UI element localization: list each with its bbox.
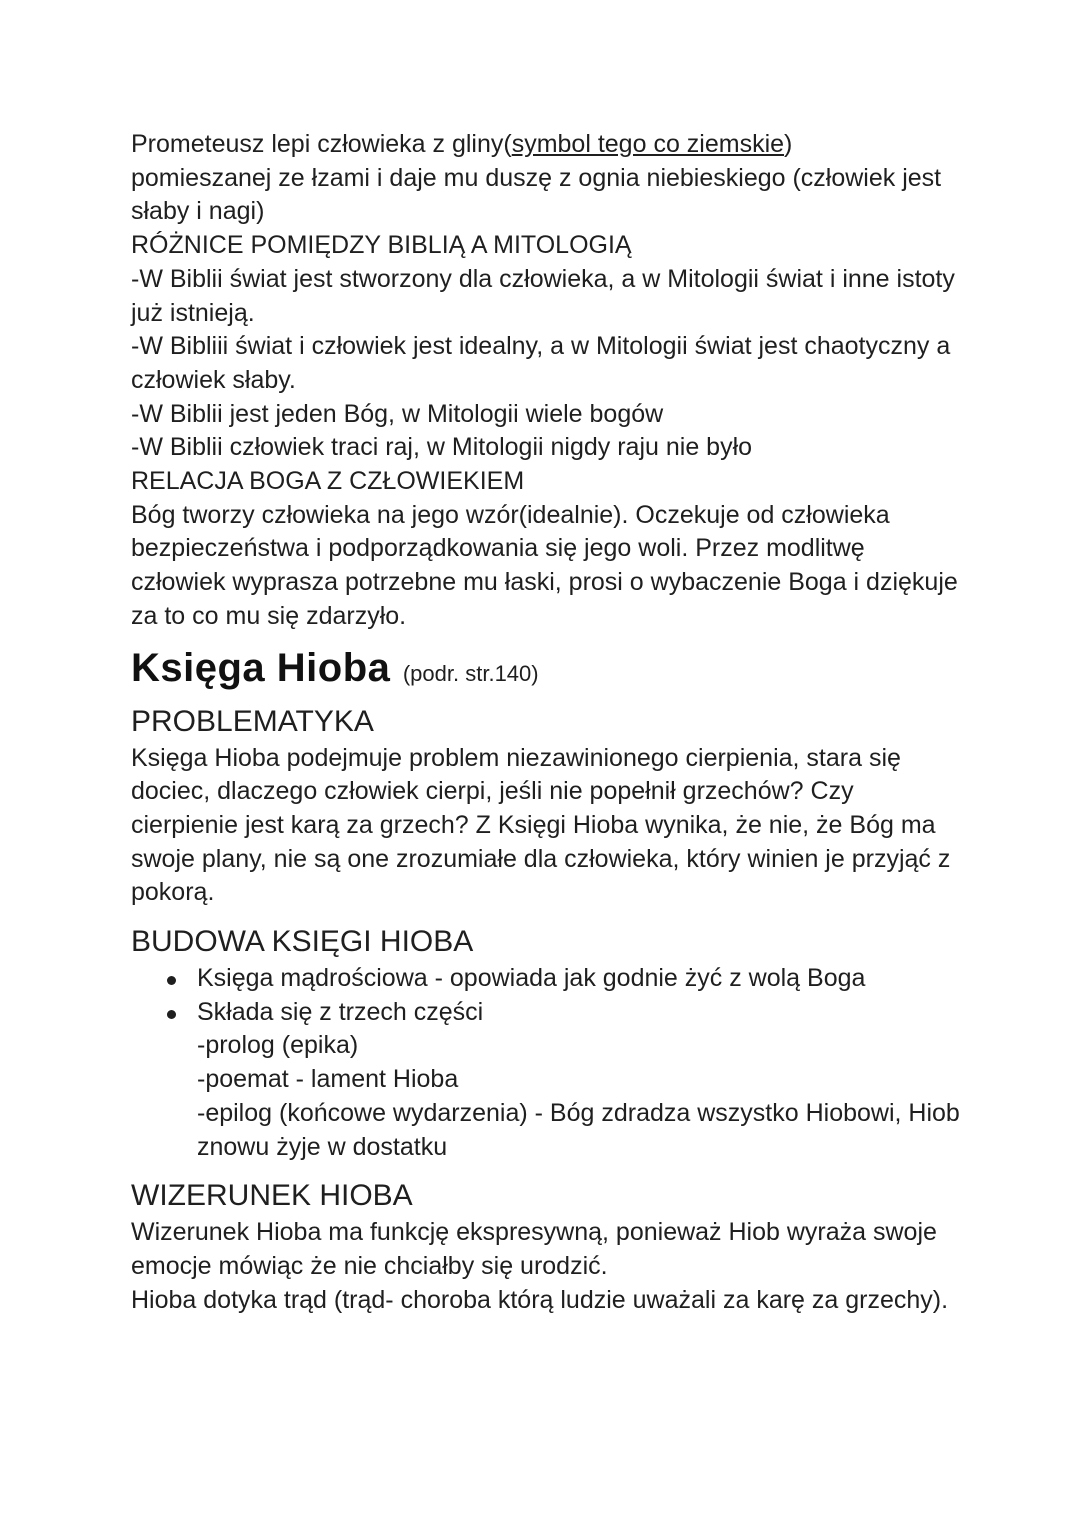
budowa-part: -poemat - lament Hioba <box>197 1065 459 1094</box>
list-item-text: Księga mądrościowa - opowiada jak godnie żyć z wolą Boga <box>197 964 866 993</box>
differences-heading: RÓŻNICE POMIĘDZY BIBLIĄ A MITOLOGIĄ <box>131 231 632 260</box>
difference-item: -W Bibliii świat i człowiek jest idealny, a w Mitologii świat jest chaotyczny a człowiek słaby. <box>131 332 951 394</box>
wizerunek-heading: WIZERUNEK HIOBA <box>131 1179 413 1213</box>
page-title <box>131 642 961 694</box>
title-main: Księga Hioba <box>131 645 391 690</box>
wizerunek-text-1: Wizerunek Hioba ma funkcję ekspresywną, ponieważ Hiob wyraża swoje emocje mówiąc że nie chciałby się urodzić. <box>131 1218 937 1280</box>
difference-item: -W Biblii świat jest stworzony dla człowieka, a w Mitologii świat i inne istoty już istnieją. <box>131 264 955 327</box>
intro-paragraph <box>131 128 961 229</box>
difference-item: -W Biblii człowiek traci raj, w Mitologii nigdy raju nie było <box>131 433 753 462</box>
relation-text: Bóg tworzy człowieka na jego wzór(idealnie). Oczekuje od człowieka bezpieczeństwa i podporządkowania się jego woli. Przez modlitwę człowiek wyprasza potrzebne mu łaski, prosi o wybaczenie Boga i dziękuje za to co mu się zdarzyło. <box>131 500 958 630</box>
budowa-part: -epilog (końcowe wydarzenia) - Bóg zdradza wszystko Hiobowi, Hiob znowu żyje w dostatku <box>197 1098 960 1161</box>
wizerunek-text-2: Hioba dotyka trąd (trąd- choroba którą ludzie uważali za karę za grzechy). <box>131 1285 949 1314</box>
bullet-icon <box>167 1010 176 1019</box>
list-item <box>131 962 961 996</box>
intro-text-close: ) <box>784 130 793 158</box>
intro-underlined-text: symbol tego co ziemskie <box>511 130 785 158</box>
problematyka-text: Księga Hioba podejmuje problem niezawinionego cierpienia, stara się dociec, dlaczego człowiek cierpi, jeśli nie popełnił grzechów? Czy cierpienie jest karą za grzech? Z Księgi Hioba wynika, że nie, że Bóg ma swoje plany, nie są one zrozumiałe dla człowieka, który winien je przyjąć z pokorą. <box>131 743 951 907</box>
budowa-heading: BUDOWA KSIĘGI HIOBA <box>131 925 474 959</box>
document-page <box>131 128 961 1317</box>
budowa-list <box>131 962 961 1029</box>
title-note: (podr. str.140) <box>402 660 539 686</box>
intro-text-start: Prometeusz lepi człowieka z gliny( <box>131 130 512 158</box>
bullet-icon <box>167 976 176 985</box>
relation-heading: RELACJA BOGA Z CZŁOWIEKIEM <box>131 467 525 496</box>
intro-text-rest: pomieszanej ze łzami i daje mu duszę z ognia niebieskiego (człowiek jest słaby i nagi) <box>131 163 942 226</box>
difference-item: -W Biblii jest jeden Bóg, w Mitologii wiele bogów <box>131 399 664 428</box>
budowa-part: -prolog (epika) <box>197 1031 359 1060</box>
problematyka-heading: PROBLEMATYKA <box>131 704 374 738</box>
list-item-text: Składa się z trzech części <box>197 997 484 1026</box>
list-item <box>131 996 961 1030</box>
